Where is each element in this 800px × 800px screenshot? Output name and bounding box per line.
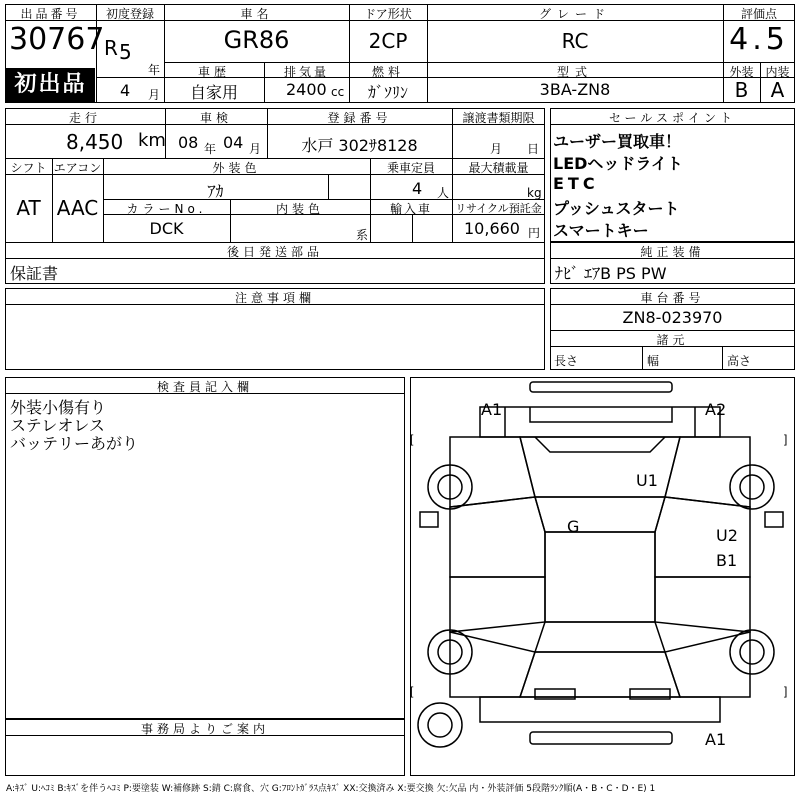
interior-color-unit: 系 <box>356 228 369 242</box>
recycle-deposit: 10,660 <box>464 219 520 238</box>
seating-capacity-label: 乗車定員 <box>386 161 435 175</box>
rear-bumper-bottom <box>530 732 672 744</box>
history: 自家用 <box>189 83 238 102</box>
car-name-label: 車名 <box>240 7 273 21</box>
equipment: ﾅﾋﾞ ｴｱB PS PW <box>555 264 667 283</box>
rear-window <box>535 622 665 652</box>
month: 4 <box>120 81 131 100</box>
fuel: ｶﾞｿﾘﾝ <box>367 83 408 102</box>
windshield <box>535 497 665 532</box>
door-type-label: ドア形状 <box>364 7 412 21</box>
era: R <box>104 36 118 60</box>
inspector-line-1: 外装小傷有り <box>10 398 107 417</box>
color-number: DCK <box>149 219 184 238</box>
exterior-color: ｱｶ <box>207 182 224 201</box>
damage-mark-u1: U1 <box>636 471 658 490</box>
chassis-number-label: 車台番号 <box>640 291 705 305</box>
interior-grade: A <box>770 78 785 102</box>
svg-text:[: [ <box>410 684 414 698</box>
front-right-fender <box>665 437 750 507</box>
sales-points-label: セールスポイント <box>609 111 736 125</box>
year-unit: 年 <box>148 63 161 77</box>
front-left-fender <box>450 437 535 507</box>
office-label: 事務局よりご案内 <box>140 722 269 736</box>
score-label: 評価点 <box>740 7 777 21</box>
registration-number: 水戸 302ｻ8128 <box>301 136 418 155</box>
sales-point-1: ユーザー買取車！ <box>553 132 682 151</box>
transfer-month-unit: 月 <box>490 142 503 156</box>
aircon-label: エアコン <box>53 161 102 175</box>
rear-bumper <box>480 697 720 722</box>
door-type: 2CP <box>368 29 408 53</box>
exterior-grade: B <box>734 78 749 102</box>
damage-mark-a1-rear: A1 <box>705 730 727 749</box>
height-label: 高さ <box>727 354 752 368</box>
damage-mark-g: G <box>567 517 580 536</box>
displacement: 2400 <box>286 80 327 99</box>
grade-label: グレード <box>538 7 611 21</box>
shift: AT <box>16 196 41 220</box>
inspector-line-3: バッテリーあがり <box>10 434 139 453</box>
interior-color-label: 内装色 <box>275 202 324 216</box>
model-label: 型式 <box>556 65 593 79</box>
svg-text:[: [ <box>410 432 414 446</box>
front-right-wheel <box>730 465 774 509</box>
lot-number: 30767 <box>9 22 105 57</box>
year: 5 <box>119 40 132 64</box>
fuel-label: 燃料 <box>371 65 404 79</box>
mileage-unit: km <box>138 130 166 151</box>
inspection-label: 車検 <box>199 111 232 125</box>
inspector-line-2: ステレオレス <box>10 416 105 435</box>
lot-number-label: 出品番号 <box>20 7 81 21</box>
recycle-deposit-unit: 円 <box>528 226 541 240</box>
sales-point-3: ETC <box>553 174 599 193</box>
mileage: 8,450 <box>66 130 124 154</box>
exterior-grade-label: 外装 <box>729 65 754 79</box>
score: 4.5 <box>729 22 789 57</box>
notes-label: 注意事項欄 <box>234 291 315 305</box>
import-label: 輸入車 <box>389 202 432 216</box>
model: 3BA-ZN8 <box>539 80 611 99</box>
left-rear-quarter <box>450 577 545 632</box>
displacement-label: 排気量 <box>283 65 329 79</box>
specs-label: 諸元 <box>656 333 689 347</box>
car-name: GR86 <box>223 26 290 54</box>
max-load-unit: kg <box>527 186 542 200</box>
month-unit: 月 <box>148 88 161 102</box>
legend: A:ｷｽﾞ U:ﾍｺﾐ B:ｷｽﾞを伴うﾍｺﾐ P:要塗装 W:補修跡 S:錆 C:腐食、穴 G:ﾌﾛﾝﾄｶﾞﾗｽ点ｷｽﾞ XX:交換済み X:要交換 欠:欠品 内・外装評価 5段階ﾗﾝｸ順(A・B・C・D・E) 1 <box>6 784 656 794</box>
sales-point-2: LEDヘッドライト <box>553 154 683 173</box>
sales-point-5: スマートキー <box>553 221 649 240</box>
later-parts-label: 後日発送部品 <box>226 245 323 259</box>
history-label: 車歴 <box>197 65 230 79</box>
interior-grade-label: 内装 <box>765 65 790 79</box>
chassis-number: ZN8-023970 <box>622 308 723 327</box>
inspector-label: 検査員記入欄 <box>156 380 253 394</box>
width-label: 幅 <box>647 354 660 368</box>
sales-point-4: プッシュスタート <box>553 199 680 218</box>
inspection-month: 04 <box>223 133 244 152</box>
svg-text:]: ] <box>784 684 788 698</box>
damage-mark-b1: B1 <box>716 551 738 570</box>
inspection-year: 08 <box>178 133 199 152</box>
exterior-color-label: 外装色 <box>212 161 261 175</box>
displacement-unit: cc <box>331 85 345 99</box>
roof <box>545 532 655 622</box>
damage-mark-a1-front-left: A1 <box>481 400 503 419</box>
damage-mark-a2-front-right: A2 <box>705 400 727 419</box>
inspection-year-unit: 年 <box>204 142 217 156</box>
transfer-deadline-label: 譲渡書類期限 <box>462 111 535 125</box>
registration-number-label: 登録番号 <box>327 111 392 125</box>
grade: RC <box>561 29 589 53</box>
shift-label: シフト <box>10 161 47 175</box>
trunk <box>520 652 680 697</box>
equipment-label: 純正装備 <box>640 245 705 259</box>
spare-wheel <box>418 703 462 747</box>
seats: 4 <box>412 179 423 198</box>
damage-mark-u2: U2 <box>716 526 738 545</box>
later-parts: 保証書 <box>10 264 59 283</box>
max-load-label: 最大積載量 <box>468 161 529 175</box>
color-number-label: カラーNo. <box>126 202 207 216</box>
mileage-label: 走行 <box>68 111 101 125</box>
recycle-deposit-label: リサイクル預託金 <box>455 202 542 215</box>
seats-unit: 人 <box>437 186 450 200</box>
rear-right-wheel <box>730 630 774 674</box>
first-listing-badge: 初出品 <box>6 68 95 102</box>
front-bumper-top <box>530 382 672 392</box>
inspection-month-unit: 月 <box>249 142 262 156</box>
left-door <box>450 497 545 577</box>
right-rear-quarter <box>655 577 750 632</box>
first-registration-label: 初度登録 <box>105 7 154 21</box>
svg-text:]: ] <box>784 432 788 446</box>
length-label: 長さ <box>554 354 579 368</box>
aircon: AAC <box>56 196 99 220</box>
transfer-day-unit: 日 <box>527 142 540 156</box>
